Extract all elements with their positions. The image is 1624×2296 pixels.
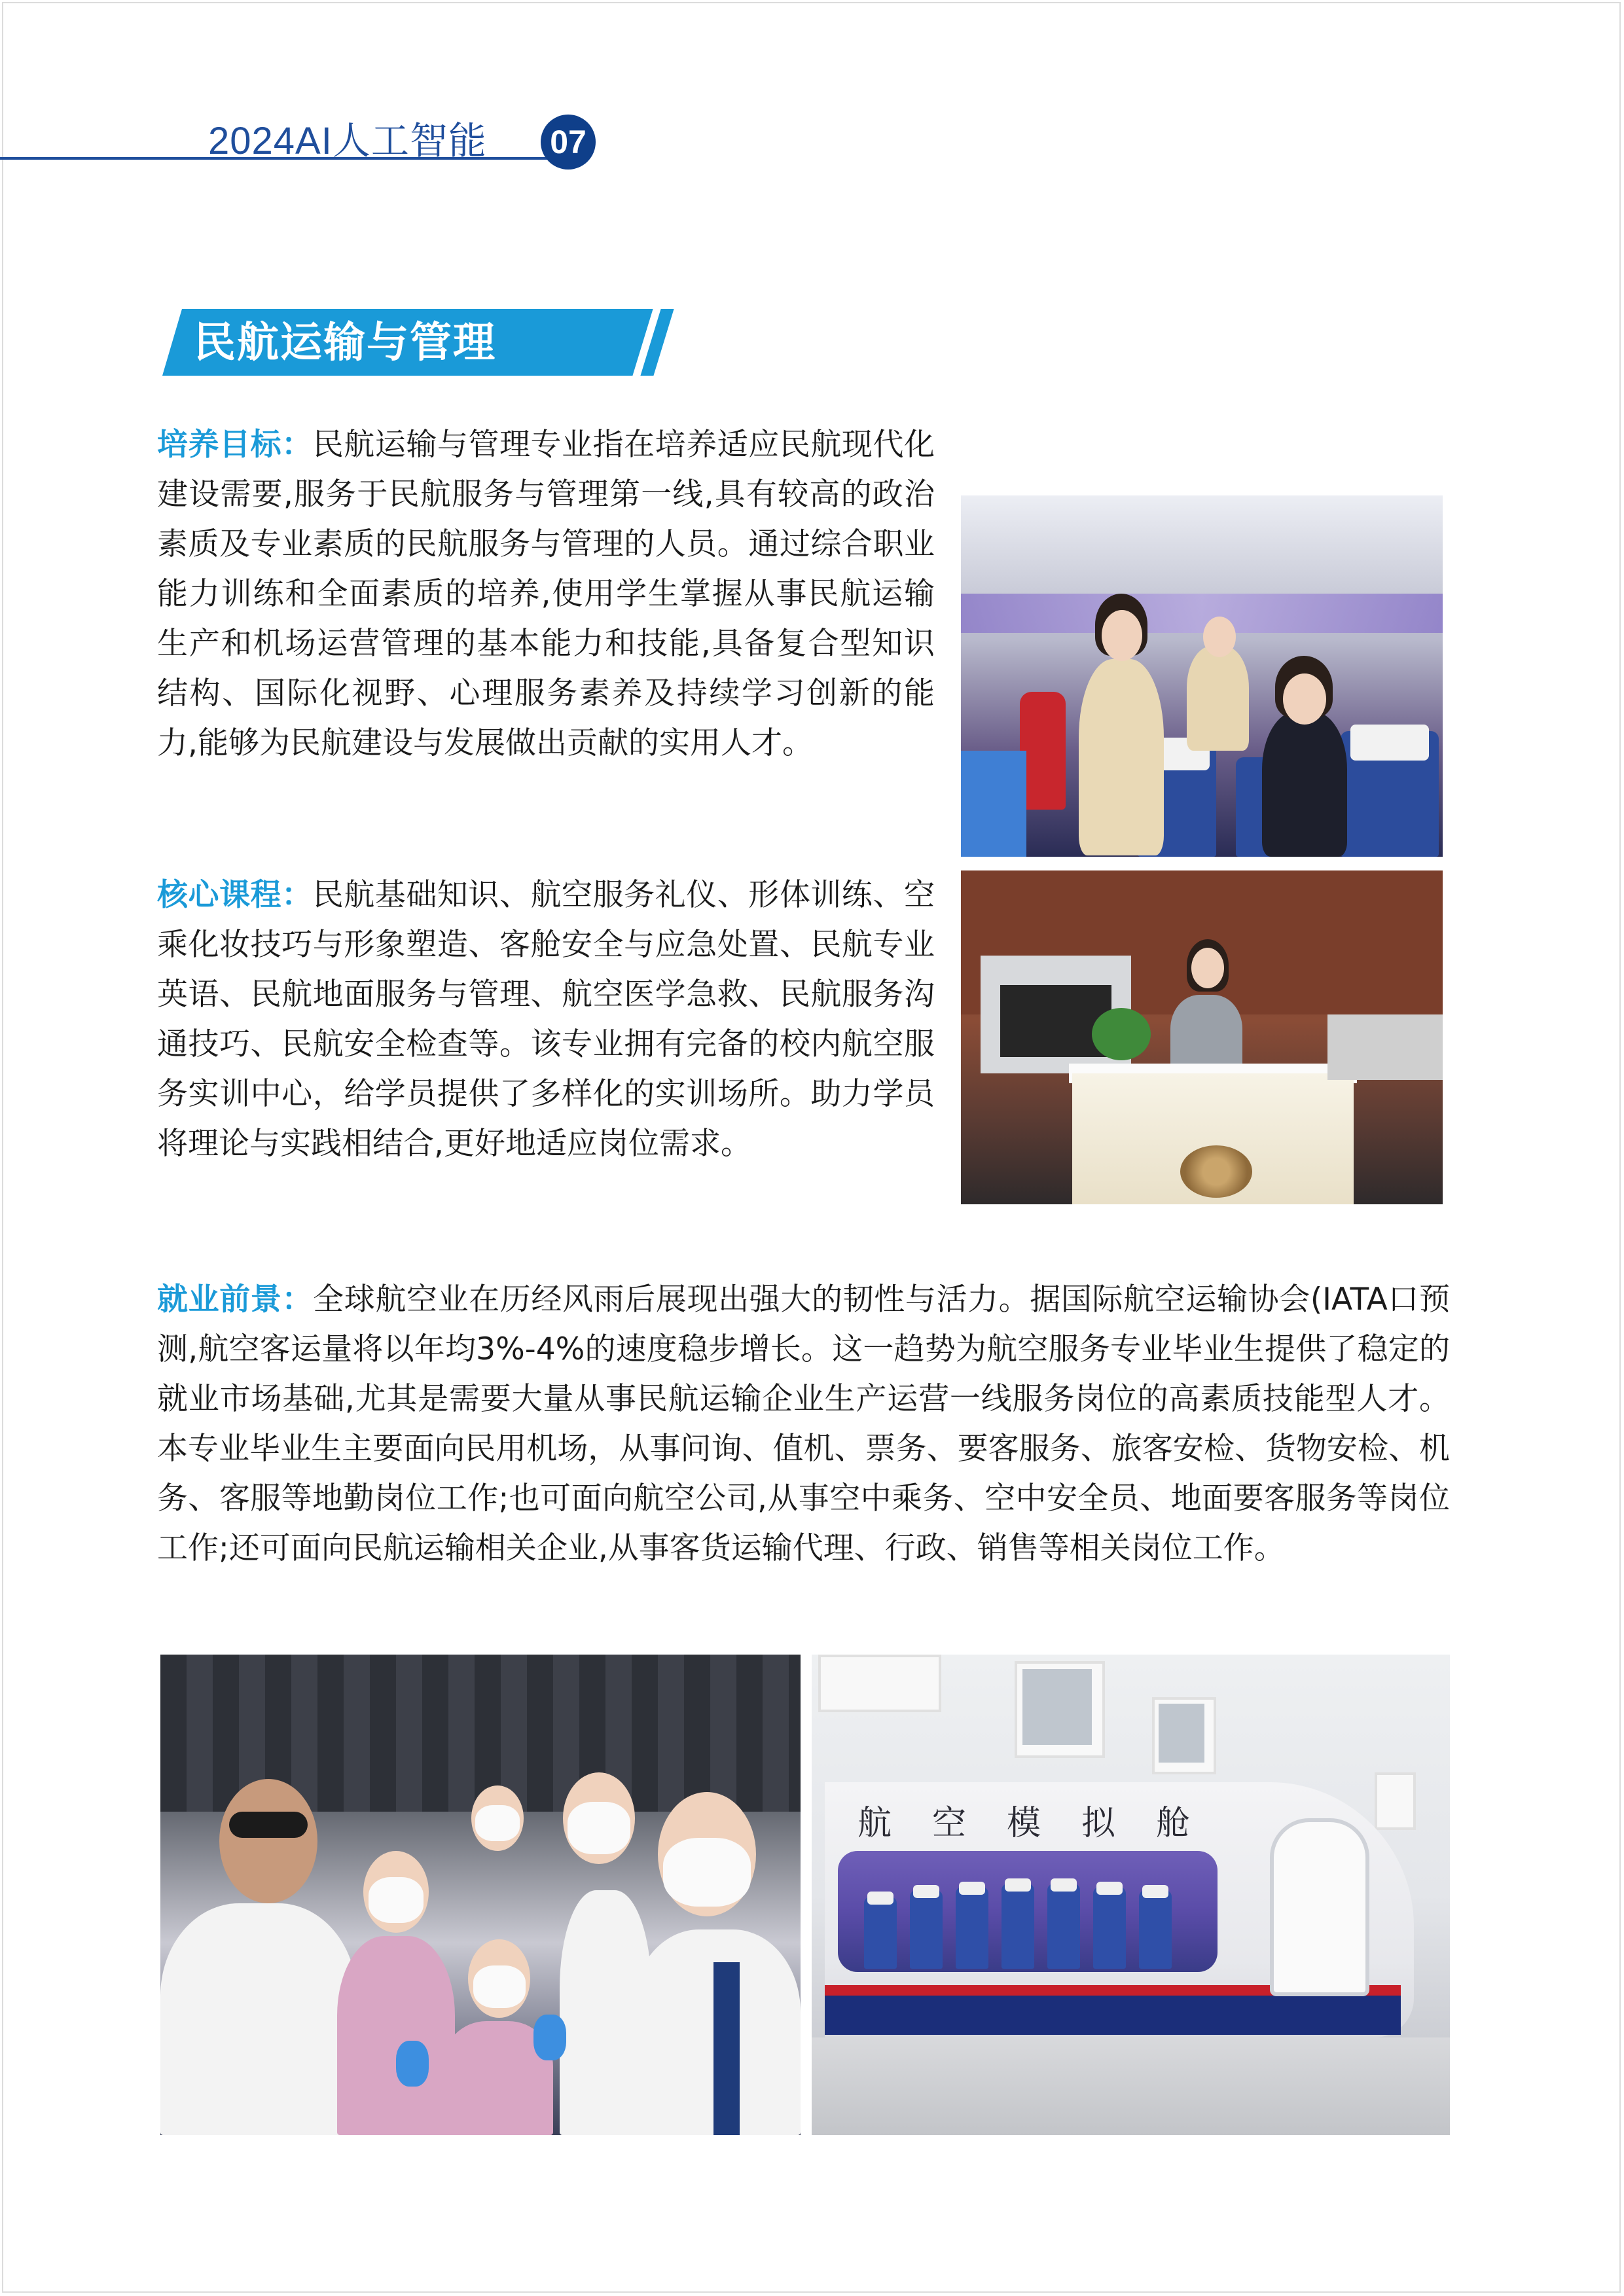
page-number-badge: 07	[541, 115, 596, 170]
career-outlook-text: 全球航空业在历经风雨后展现出强大的韧性与活力。据国际航空运输协会(IATA口预测,航空客运量将以年均3%-4%的速度稳步增长。这一趋势为航空服务专业毕业生提供了稳定的就业市场基础,尤其是需要大量从事民航运输企业生产运营一线服务岗位的高素质技能型人才。本专业毕业生主要面向民用机场，从事问询、值机、票务、要客服务、旅客安检、货物安检、机务、客服等地勤岗位工作;也可面向航空公司,从事空中乘务、空中安全员、地面要客服务等岗位工作;还可面向民航运输相关企业,从事客货运输代理、行政、销售等相关岗位工作。	[157, 1282, 1450, 1566]
core-courses-label: 核心课程：	[157, 877, 313, 913]
core-courses-paragraph	[157, 870, 935, 1169]
flight-crew-photo	[160, 1655, 801, 2135]
cabin-service-photo	[961, 495, 1443, 857]
training-goal-label: 培养目标：	[157, 427, 313, 463]
section-title: 民航运输与管理	[194, 319, 496, 367]
training-goal-paragraph	[157, 420, 935, 768]
career-outlook-label: 就业前景：	[157, 1282, 314, 1318]
simulator-sign: 航空模拟舱	[857, 1804, 1231, 1843]
cabin-simulator-photo	[812, 1655, 1450, 2135]
training-goal-text: 民航运输与管理专业指在培养适应民航现代化建设需要,服务于民航服务与管理第一线,具有较高的政治素质及专业素质的民航服务与管理的人员。通过综合职业能力训练和全面素质的培养,使用学生掌握从事民航运输生产和机场运营管理的基本能力和技能,具备复合型知识结构、国际化视野、心理服务素养及持续学习创新的能力,能够为民航建设与发展做出贡献的实用人才。	[157, 427, 935, 761]
core-courses-text: 民航基础知识、航空服务礼仪、形体训练、空乘化妆技巧与形象塑造、客舱安全与应急处置、民航专业英语、民航地面服务与管理、航空医学急救、民航服务沟通技巧、民航安全检查等。该专业拥有完备的校内航空服务实训中心，给学员提供了多样化的实训场所。助力学员将理论与实践相结合,更好地适应岗位需求。	[157, 877, 935, 1162]
school-emblem-icon	[1180, 1145, 1252, 1198]
career-outlook-paragraph	[157, 1275, 1450, 1573]
header-title: 2024AI人工智能	[208, 120, 487, 162]
check-in-counter-photo	[961, 870, 1443, 1204]
